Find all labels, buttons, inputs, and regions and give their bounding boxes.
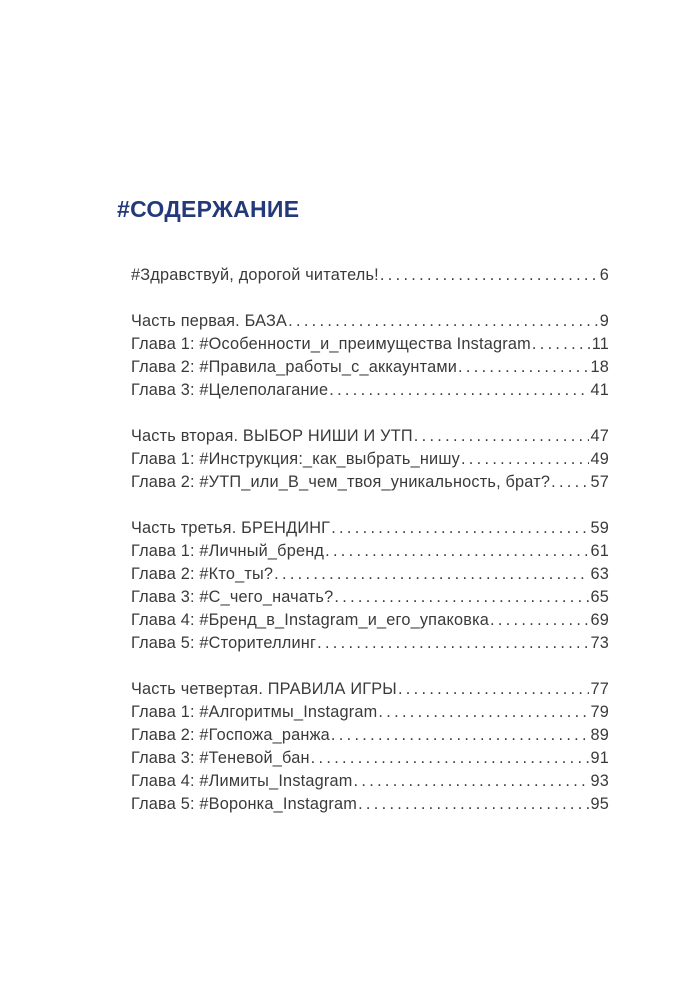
toc-entry-label: Глава 1: #Особенности_и_преимущества Instagram bbox=[131, 335, 531, 353]
dot-leader bbox=[458, 356, 589, 379]
toc-entry-label: Глава 2: #УТП_или_В_чем_твоя_уникальность, брат? bbox=[131, 473, 551, 491]
toc-entry[interactable] bbox=[131, 333, 609, 356]
toc-entry[interactable] bbox=[131, 540, 609, 563]
toc-entry-label: Часть третья. БРЕНДИНГ bbox=[131, 519, 331, 537]
toc-entry-page: 93 bbox=[590, 772, 609, 790]
toc-entry-page: 77 bbox=[590, 680, 609, 698]
toc-entry-label: Глава 4: #Лимиты_Instagram bbox=[131, 772, 353, 790]
toc-entry-page: 63 bbox=[590, 565, 609, 583]
dot-leader bbox=[288, 310, 599, 333]
toc-entry-page: 69 bbox=[590, 611, 609, 629]
page-title: #СОДЕРЖАНИЕ bbox=[117, 196, 300, 222]
toc-entry-label: #Здравствуй, дорогой читатель! bbox=[131, 266, 379, 284]
toc-entry[interactable] bbox=[131, 770, 609, 793]
toc-entry-page: 65 bbox=[590, 588, 609, 606]
toc-section bbox=[131, 678, 609, 816]
dot-leader bbox=[551, 471, 589, 494]
toc-entry-page: 11 bbox=[591, 335, 609, 353]
toc-entry-page: 59 bbox=[590, 519, 609, 537]
dot-leader bbox=[414, 425, 590, 448]
toc-entry[interactable] bbox=[131, 632, 609, 655]
toc-entry-page: 57 bbox=[590, 473, 609, 491]
toc-entry[interactable] bbox=[131, 793, 609, 816]
dot-leader bbox=[398, 678, 590, 701]
toc-entry-label: Часть четвертая. ПРАВИЛА ИГРЫ bbox=[131, 680, 397, 698]
toc-entry[interactable] bbox=[131, 448, 609, 471]
toc-entry-label: Глава 2: #Госпожа_ранжа bbox=[131, 726, 330, 744]
toc-entry-label: Глава 3: #С_чего_начать? bbox=[131, 588, 334, 606]
toc-entry-label: Глава 5: #Воронка_Instagram bbox=[131, 795, 358, 813]
dot-leader bbox=[311, 747, 590, 770]
dot-leader bbox=[274, 563, 589, 586]
toc-entry[interactable] bbox=[131, 701, 609, 724]
toc-entry-label: Часть первая. БАЗА bbox=[131, 312, 288, 330]
toc-entry-label: Глава 2: #Правила_работы_с_аккаунтами bbox=[131, 358, 458, 376]
dot-leader bbox=[325, 540, 589, 563]
toc-entry[interactable] bbox=[131, 379, 609, 402]
toc-entry-page: 91 bbox=[590, 749, 609, 767]
dot-leader bbox=[380, 264, 599, 287]
toc-entry[interactable] bbox=[131, 563, 609, 586]
toc-entry-page: 9 bbox=[599, 312, 609, 330]
toc-entry-label: Часть вторая. ВЫБОР НИШИ И УТП bbox=[131, 427, 413, 445]
toc-entry-label: Глава 2: #Кто_ты? bbox=[131, 565, 274, 583]
toc-entry-page: 73 bbox=[590, 634, 609, 652]
toc-entry[interactable] bbox=[131, 471, 609, 494]
toc-entry[interactable] bbox=[131, 678, 609, 701]
dot-leader bbox=[532, 333, 591, 356]
toc-entry-label: Глава 3: #Целеполагание bbox=[131, 381, 329, 399]
toc-entry-label: Глава 1: #Инструкция:_как_выбрать_нишу bbox=[131, 450, 460, 468]
dot-leader bbox=[378, 701, 589, 724]
dot-leader bbox=[358, 793, 589, 816]
toc-entry-page: 47 bbox=[590, 427, 609, 445]
toc-entry[interactable] bbox=[131, 586, 609, 609]
dot-leader bbox=[334, 586, 589, 609]
toc-entry-page: 95 bbox=[590, 795, 609, 813]
dot-leader bbox=[490, 609, 589, 632]
toc-entry-page: 41 bbox=[590, 381, 609, 399]
toc-entry[interactable] bbox=[131, 356, 609, 379]
dot-leader bbox=[331, 724, 590, 747]
toc-entry-page: 6 bbox=[599, 266, 609, 284]
toc-entry[interactable] bbox=[131, 425, 609, 448]
toc-entry-label: Глава 4: #Бренд_в_Instagram_и_его_упаковка bbox=[131, 611, 490, 629]
toc-entry-label: Глава 5: #Сторителлинг bbox=[131, 634, 317, 652]
dot-leader bbox=[329, 379, 589, 402]
toc-entry-page: 79 bbox=[590, 703, 609, 721]
toc-entry[interactable] bbox=[131, 264, 609, 287]
toc-entry-label: Глава 1: #Алгоритмы_Instagram bbox=[131, 703, 378, 721]
toc-entry[interactable] bbox=[131, 517, 609, 540]
toc-entry[interactable] bbox=[131, 747, 609, 770]
table-of-contents bbox=[131, 264, 609, 839]
toc-entry-page: 61 bbox=[590, 542, 609, 560]
toc-entry-page: 18 bbox=[590, 358, 609, 376]
toc-section bbox=[131, 425, 609, 494]
toc-section bbox=[131, 517, 609, 655]
toc-entry-page: 49 bbox=[590, 450, 609, 468]
toc-entry-label: Глава 1: #Личный_бренд bbox=[131, 542, 325, 560]
dot-leader bbox=[317, 632, 589, 655]
dot-leader bbox=[331, 517, 589, 540]
toc-entry[interactable] bbox=[131, 609, 609, 632]
dot-leader bbox=[461, 448, 590, 471]
toc-section bbox=[131, 264, 609, 287]
toc-entry-label: Глава 3: #Теневой_бан bbox=[131, 749, 310, 767]
toc-section bbox=[131, 310, 609, 402]
dot-leader bbox=[354, 770, 590, 793]
toc-entry-page: 89 bbox=[590, 726, 609, 744]
toc-entry[interactable] bbox=[131, 310, 609, 333]
toc-entry[interactable] bbox=[131, 724, 609, 747]
